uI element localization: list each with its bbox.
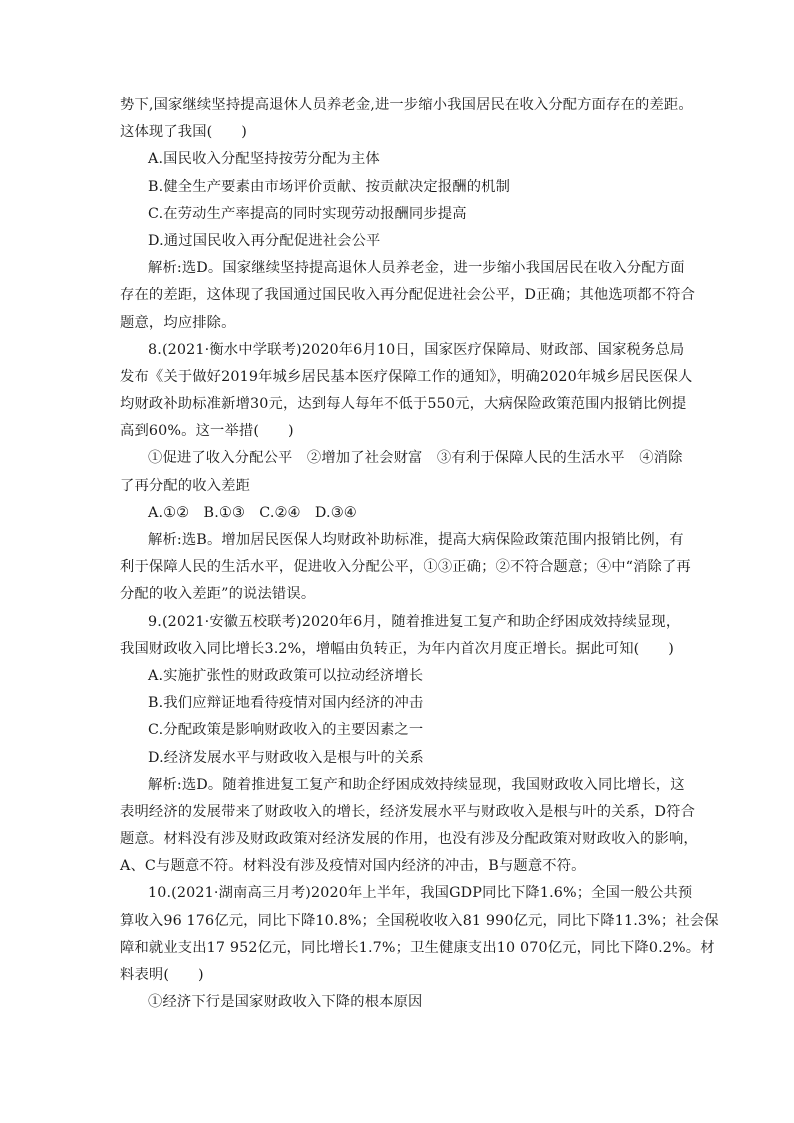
q8-stem-line: 均财政补助标准新增30元，达到每人每年不低于550元，大病保险政策范围内报销比例提 <box>120 396 687 413</box>
q9-analysis-line: 题意。材料没有涉及财政政策对经济发展的作用，也没有涉及分配政策对财政收入的影响， <box>120 831 698 848</box>
q8-options: A.①② B.①③ C.②④ D.③④ <box>148 504 357 521</box>
q7-analysis-line: 题意，均应排除。 <box>120 314 236 331</box>
question-9 <box>120 609 698 881</box>
q7-stem-line: 这体现了我国( ) <box>120 124 248 141</box>
q7-option-c: C.在劳动生产率提高的同时实现劳动报酬同步提高 <box>148 205 467 222</box>
q7-stem-line: 势下,国家继续坚持提高退休人员养老金,进一步缩小我国居民在收入分配方面存在的差距。 <box>120 97 693 113</box>
q9-analysis-line: 表明经济的发展带来了财政收入的增长，经济发展水平与财政收入是根与叶的关系，D符合 <box>120 803 696 820</box>
document-page <box>120 92 719 1016</box>
q8-analysis-line: 分配的收入差距”的说法错误。 <box>120 586 316 603</box>
q9-option-a: A.实施扩张性的财政政策可以拉动经济增长 <box>148 667 424 684</box>
q7-analysis-line: 存在的差距，这体现了我国通过国民收入再分配促进社会公平，D正确；其他选项都不符合 <box>120 287 696 304</box>
question-7 <box>120 92 696 337</box>
q8-statement-line: ①促进了收入分配公平 ②增加了社会财富 ③有利于保障人民的生活水平 ④消除 <box>148 450 683 467</box>
q9-stem-line: 我国财政收入同比增长3.2%，增幅由负转正，为年内首次月度正增长。据此可知( ) <box>120 640 675 657</box>
q9-option-c: C.分配政策是影响财政收入的主要因素之一 <box>148 722 424 739</box>
q10-stem-line: 算收入96 176亿元，同比下降10.8%；全国税收收入81 990亿元，同比下降11.3%；社会保 <box>120 912 719 929</box>
q7-option-d: D.通过国民收入再分配促进社会公平 <box>148 232 381 249</box>
q10-stem-line: 障和就业支出17 952亿元，同比增长1.7%；卫生健康支出10 070亿元，同比下降0.2%。材 <box>120 939 715 956</box>
q7-analysis-line: 解析:选D。国家继续坚持提高退休人员养老金，进一步缩小我国居民在收入分配方面 <box>148 260 685 277</box>
q7-option-a: A.国民收入分配坚持按劳分配为主体 <box>148 151 380 168</box>
q8-stem-line: 发布《关于做好2019年城乡居民基本医疗保障工作的通知》，明确2020年城乡居民医保人 <box>120 368 693 385</box>
q8-stem-line: 8.(2021·衡水中学联考)2020年6月10日，国家医疗保障局、财政部、国家税务总局 <box>148 341 685 358</box>
q9-stem-line: 9.(2021·安徽五校联考)2020年6月，随着推进复工复产和助企纾困成效持续显现， <box>148 613 681 630</box>
q10-statement-line: ①经济下行是国家财政收入下降的根本原因 <box>148 994 423 1011</box>
q10-stem-line: 料表明( ) <box>120 967 204 983</box>
q8-statement-line: 了再分配的收入差距 <box>120 477 251 494</box>
q10-stem-line: 10.(2021·湖南高三月考)2020年上半年，我国GDP同比下降1.6%；全国一般公共预 <box>148 885 693 902</box>
q8-stem-line: 高到60%。这一举措( ) <box>120 423 294 440</box>
q9-analysis-line: A、C与题意不符。材料没有涉及疫情对国内经济的冲击，B与题意不符。 <box>120 858 586 875</box>
q9-option-b: B.我们应辩证地看待疫情对国内经济的冲击 <box>148 695 424 712</box>
q8-analysis-line: 利于保障人民的生活水平，促进收入分配公平，①③正确；②不符合题意；④中“消除了再 <box>120 559 691 576</box>
question-10 <box>120 880 719 1016</box>
q8-analysis-line: 解析:选B。增加居民医保人均财政补助标准，提高大病保险政策范围内报销比例，有 <box>148 532 684 548</box>
q9-option-d: D.经济发展水平与财政收入是根与叶的关系 <box>148 749 424 766</box>
question-8 <box>120 337 693 609</box>
q7-option-b: B.健全生产要素由市场评价贡献、按贡献决定报酬的机制 <box>148 178 511 195</box>
q9-analysis-line: 解析:选D。随着推进复工复产和助企纾困成效持续显现，我国财政收入同比增长，这 <box>148 776 685 793</box>
